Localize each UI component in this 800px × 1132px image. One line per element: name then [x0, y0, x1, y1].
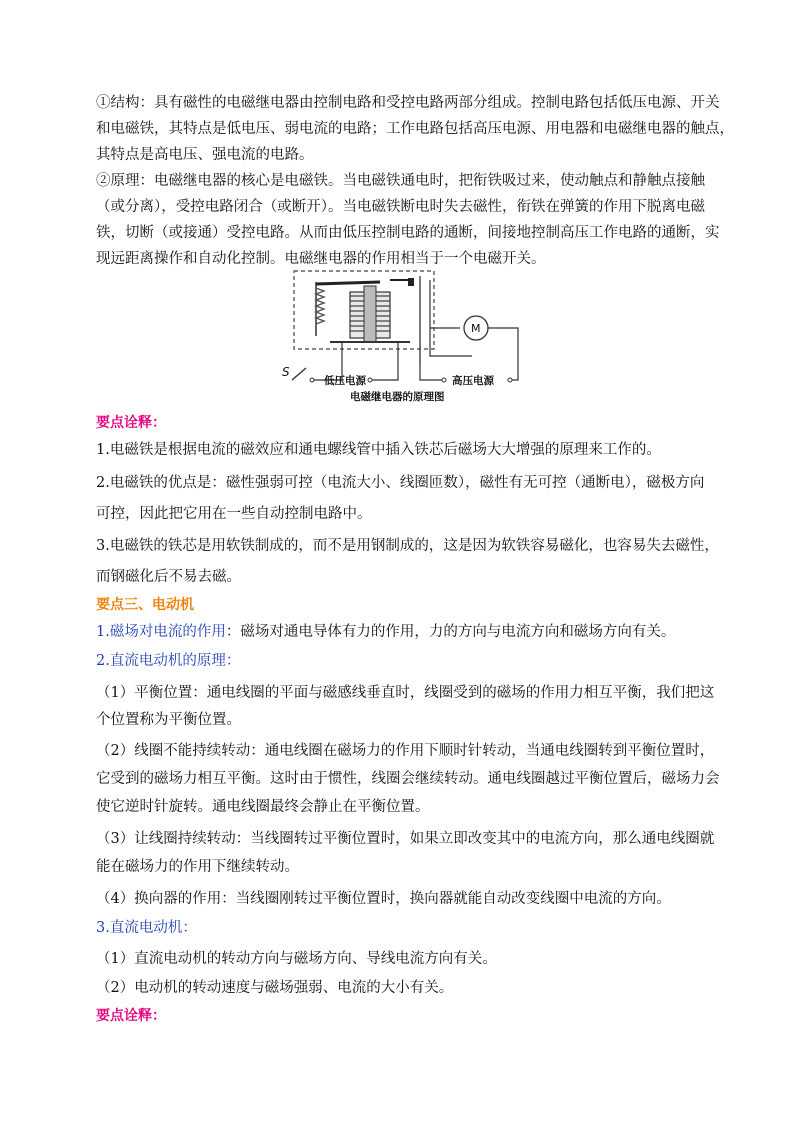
figure-caption: 电磁继电器的原理图 — [350, 391, 445, 403]
switch-label: S — [282, 365, 290, 379]
note1-item2-line2: 可控，因此把它用在一些自动控制电路中。 — [96, 506, 372, 522]
section3-heading: 要点三、电动机 — [96, 597, 194, 613]
motor-label: M — [471, 322, 481, 335]
structure-line-3: 其特点是高电压、强电流的电路。 — [96, 147, 314, 163]
note1-item1: 1.电磁铁是根据电流的磁效应和通电螺线管中插入铁芯后磁场大大增强的原理来工作的。 — [96, 442, 661, 458]
p2-4: （4）换向器的作用：当线圈刚转过平衡位置时，换向器就能自动改变线圈中电流的方向。 — [96, 891, 671, 907]
high-voltage-label: 高压电源 — [452, 375, 494, 387]
point1-line — [96, 619, 714, 645]
switch-icon — [292, 368, 306, 380]
principle-line-3: 铁，切断（或接通）受控电路。从而由低压控制电路的通断，间接地控制高压工作电路的通断，实 — [96, 225, 720, 241]
notes-heading-1: 要点诠释： — [96, 415, 166, 431]
point1-label: 1.磁场对电流的作用 — [96, 624, 226, 640]
p2-2-line2: 它受到的磁场力相互平衡。这时由于惯性，线圈会继续转动。通电线圈越过平衡位置后，磁场力会 — [96, 771, 720, 787]
point1-text: ：磁场对通电导体有力的作用，力的方向与电流方向和磁场方向有关。 — [225, 624, 676, 640]
armature — [316, 282, 380, 284]
point3-label: 3.直流电动机： — [96, 920, 197, 936]
structure-line-2: 和电磁铁，其特点是低电压、弱电流的电路；工作电路包括高压电源、用电器和电磁继电器的触点， — [96, 121, 734, 137]
low-voltage-label: 低压电源 — [324, 375, 366, 387]
point2-label: 2.直流电动机的原理： — [96, 653, 241, 669]
principle-line-4: 现远距离操作和自动化控制。电磁继电器的作用相当于一个电磁开关。 — [96, 251, 546, 267]
relay-diagram — [280, 268, 530, 404]
notes-heading-2: 要点诠释： — [96, 1008, 166, 1024]
p2-2-line3: 使它逆时针旋转。通电线圈最终会静止在平衡位置。 — [96, 799, 430, 815]
note1-item2-line1: 2.电磁铁的优点是：磁性强弱可控（电流大小、线圈匝数），磁性有无可控（通断电），磁极方向 — [96, 475, 705, 491]
principle-line-1: ②原理：电磁继电器的核心是电磁铁。当电磁铁通电时，把衔铁吸过来，使动触点和静触点接触 — [96, 173, 705, 189]
p2-3-line1: （3）让线圈持续转动：当线圈转过平衡位置时，如果立即改变其中的电流方向，那么通电线圈就 — [96, 831, 715, 847]
p2-1-line1: （1）平衡位置：通电线圈的平面与磁感线垂直时，线圈受到的磁场的作用力相互平衡，我们把这 — [96, 685, 715, 701]
note1-item3-line2: 而钢磁化后不易去磁。 — [96, 569, 241, 585]
p3-1: （1）直流电动机的转动方向与磁场方向、导线电流方向有关。 — [96, 951, 497, 967]
structure-line-1: ①结构：具有磁性的电磁继电器由控制电路和受控电路两部分组成。控制电路包括低压电源、开关 — [96, 95, 720, 111]
note1-item3-line1: 3.电磁铁的铁芯是用软铁制成的，而不是用钢制成的，这是因为软铁容易磁化，也容易失去磁性， — [96, 538, 719, 554]
p3-2: （2）电动机的转动速度与磁场强弱、电流的大小有关。 — [96, 980, 454, 996]
principle-line-2: （或分离），受控电路闭合（或断开）。当电磁铁断电时失去磁性，衔铁在弹簧的作用下脱离电磁 — [96, 199, 705, 215]
electromagnet-coil-icon — [350, 286, 390, 342]
p2-3-line2: 能在磁场力的作用下继续转动。 — [96, 859, 299, 875]
static-contact — [408, 278, 414, 286]
p2-2-line1: （2）线圈不能持续转动：通电线圈在磁场力的作用下顺时针转动，当通电线圈转到平衡位置时， — [96, 743, 715, 759]
p2-1-line2: 个位置称为平衡位置。 — [96, 712, 241, 728]
spring-icon — [316, 282, 324, 336]
